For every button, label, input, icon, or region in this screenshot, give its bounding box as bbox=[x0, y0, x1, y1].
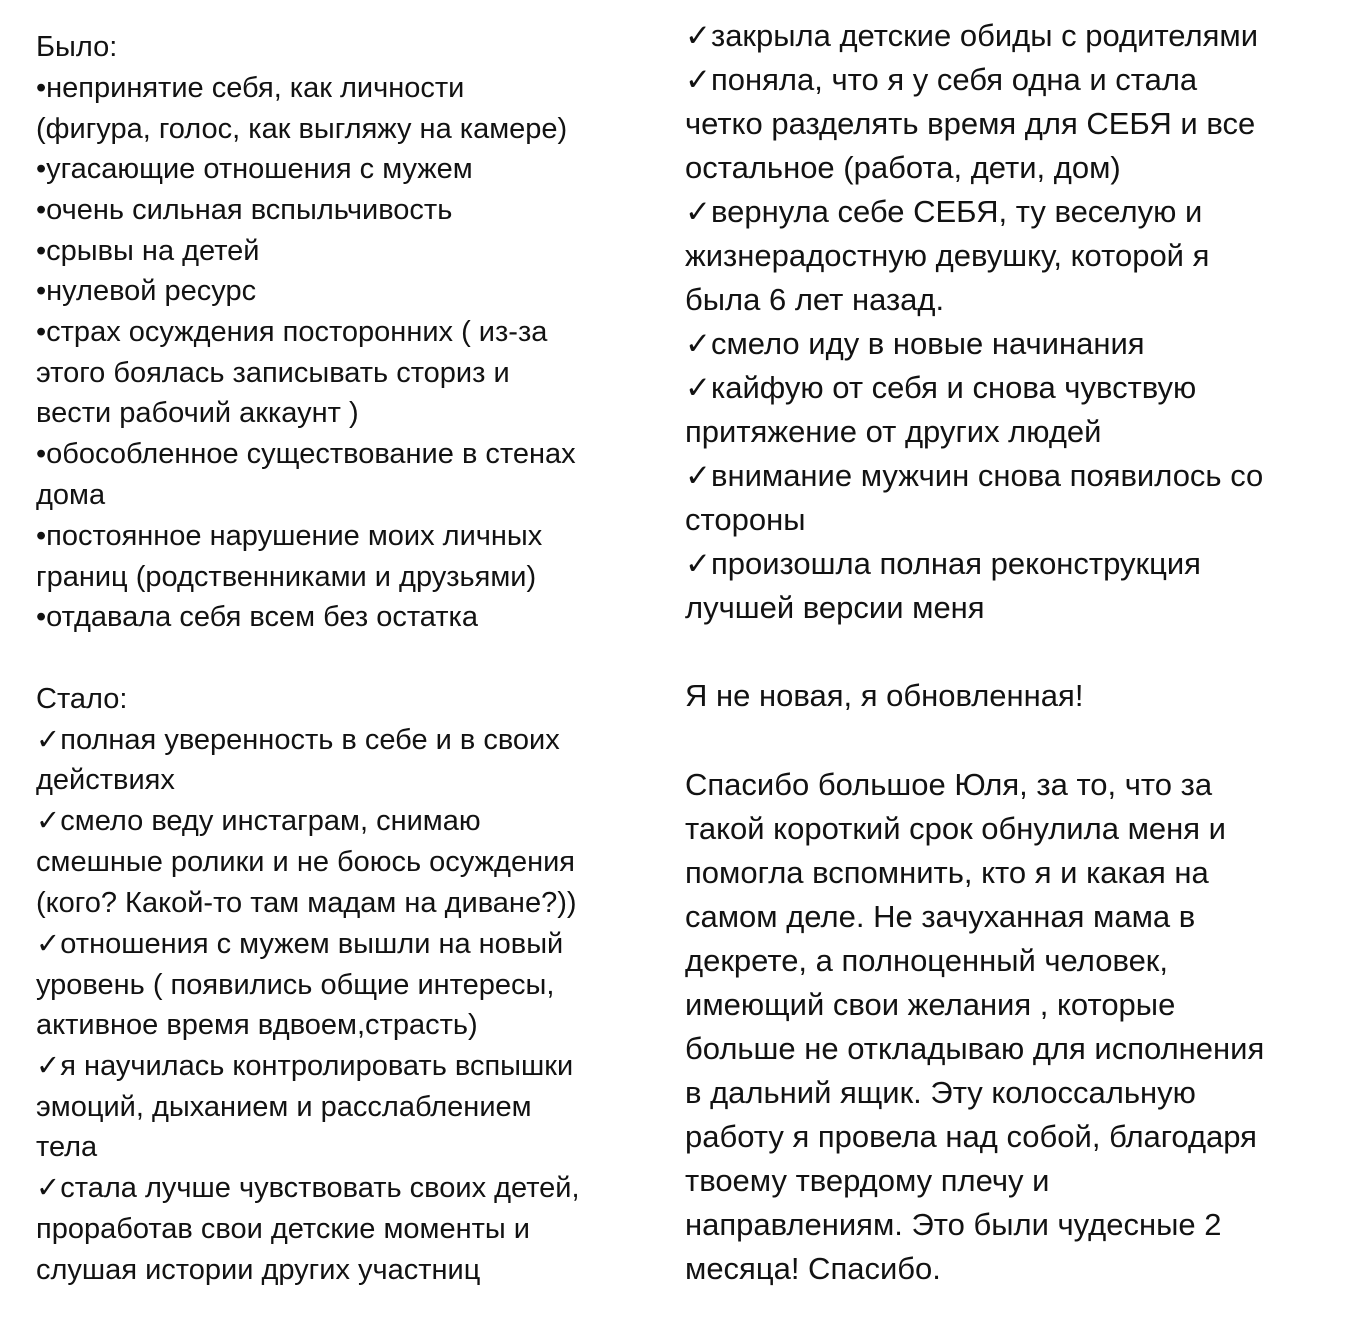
after-item: ✓стала лучше чувствовать своих детей, bbox=[36, 1172, 580, 1204]
result-line: ✓поняла, что я у себя одна и стала bbox=[685, 62, 1198, 97]
result-line: лучшей версии меня bbox=[685, 590, 985, 625]
after-item: ✓отношения с мужем вышли на новый bbox=[36, 928, 564, 960]
result-line: четко разделять время для СЕБЯ и все bbox=[685, 106, 1256, 141]
before-item: •непринятие себя, как личности bbox=[36, 72, 465, 104]
after-item: тела bbox=[36, 1131, 98, 1163]
after-item: проработав свои детские моменты и bbox=[36, 1213, 530, 1245]
before-item: •отдавала себя всем без остатка bbox=[36, 601, 479, 633]
result-line: стороны bbox=[685, 502, 806, 537]
result-line: ✓смело иду в новые начинания bbox=[685, 326, 1145, 361]
before-item: •постоянное нарушение моих личных bbox=[36, 520, 543, 552]
before-item: •очень сильная вспыльчивость bbox=[36, 194, 453, 226]
thanks-line: твоему твердому плечу и bbox=[685, 1163, 1050, 1198]
after-item: смешные ролики и не боюсь осуждения bbox=[36, 846, 575, 878]
before-item: •страх осуждения посторонних ( из-за bbox=[36, 316, 548, 348]
after-item: (кого? Какой-то там мадам на диване?)) bbox=[36, 887, 577, 919]
thanks-line: Спасибо большое Юля, за то, что за bbox=[685, 767, 1213, 802]
result-line: ✓вернула себе СЕБЯ, ту веселую и bbox=[685, 194, 1203, 229]
thanks-line: имеющий свои желания , которые bbox=[685, 987, 1176, 1022]
result-line: остальное (работа, дети, дом) bbox=[685, 150, 1121, 185]
left-column bbox=[36, 0, 656, 1286]
result-line: ✓кайфую от себя и снова чувствую bbox=[685, 370, 1197, 405]
thanks-line: в дальний ящик. Эту колоссальную bbox=[685, 1075, 1196, 1110]
before-item: (фигура, голос, как выгляжу на камере) bbox=[36, 113, 568, 145]
before-item: •обособленное существование в стенах bbox=[36, 438, 576, 470]
after-item: активное время вдвоем,страсть) bbox=[36, 1009, 478, 1041]
before-item: дома bbox=[36, 479, 106, 511]
before-item: •нулевой ресурс bbox=[36, 275, 257, 307]
right-column bbox=[685, 0, 1345, 1286]
before-item: границ (родственниками и друзьями) bbox=[36, 561, 537, 593]
result-line: ✓закрыла детские обиды с родителями bbox=[685, 18, 1259, 53]
thanks-line: декрете, а полноценный человек, bbox=[685, 943, 1168, 978]
after-item: действиях bbox=[36, 764, 175, 796]
after-item: ✓смело веду инстаграм, снимаю bbox=[36, 805, 481, 837]
thanks-line: месяца! Спасибо. bbox=[685, 1251, 941, 1286]
before-heading: Было: bbox=[36, 31, 118, 63]
before-item: вести рабочий аккаунт ) bbox=[36, 397, 359, 429]
statement: Я не новая, я обновленная! bbox=[685, 678, 1084, 713]
before-item: •срывы на детей bbox=[36, 235, 260, 267]
result-line: притяжение от других людей bbox=[685, 414, 1102, 449]
after-item: ✓полная уверенность в себе и в своих bbox=[36, 724, 560, 756]
after-item: ✓я научилась контролировать вспышки bbox=[36, 1050, 574, 1082]
after-heading: Стало: bbox=[36, 683, 128, 715]
thanks-line: самом деле. Не зачуханная мама в bbox=[685, 899, 1196, 934]
thanks-line: такой короткий срок обнулила меня и bbox=[685, 811, 1226, 846]
result-line: ✓произошла полная реконструкция bbox=[685, 546, 1201, 581]
after-item: слушая истории других участниц bbox=[36, 1254, 481, 1286]
before-item: этого боялась записывать сториз и bbox=[36, 357, 510, 389]
after-item: уровень ( появились общие интересы, bbox=[36, 969, 555, 1001]
thanks-line: больше не откладываю для исполнения bbox=[685, 1031, 1265, 1066]
thanks-line: направлениям. Это были чудесные 2 bbox=[685, 1207, 1222, 1242]
result-line: была 6 лет назад. bbox=[685, 282, 945, 317]
result-line: ✓внимание мужчин снова появилось со bbox=[685, 458, 1264, 493]
thanks-line: помогла вспомнить, кто я и какая на bbox=[685, 855, 1209, 890]
after-item: эмоций, дыханием и расслаблением bbox=[36, 1091, 532, 1123]
result-line: жизнерадостную девушку, которой я bbox=[685, 238, 1210, 273]
thanks-line: работу я провела над собой, благодаря bbox=[685, 1119, 1257, 1154]
before-item: •угасающие отношения с мужем bbox=[36, 153, 473, 185]
